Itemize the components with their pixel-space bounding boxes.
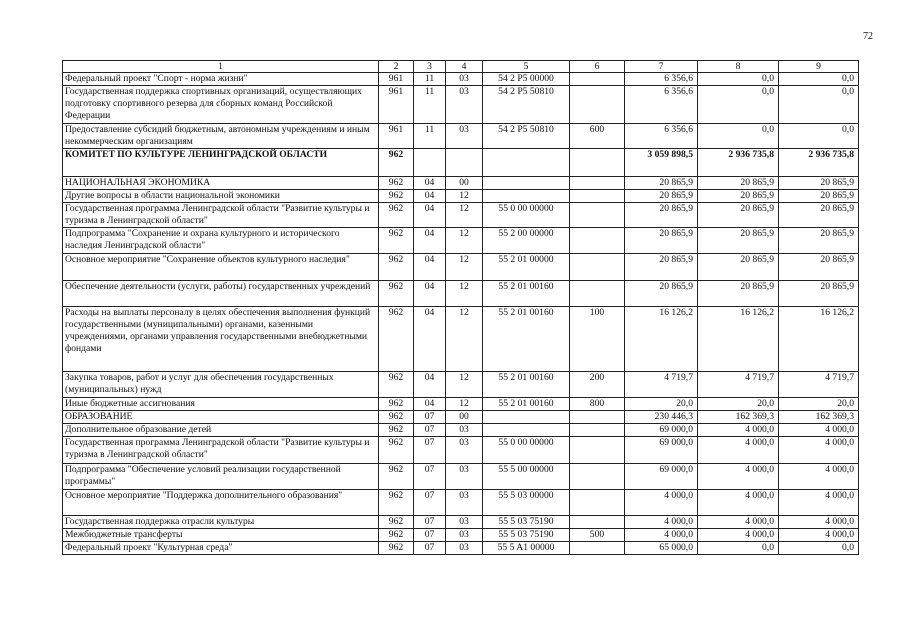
amount-year2-cell: 20 865,9 bbox=[698, 177, 779, 190]
admin-code-cell: 962 bbox=[379, 177, 414, 190]
row-name-cell: Основное мероприятие "Сохранение объектов культурного наследия" bbox=[63, 254, 379, 281]
header-cell: 5 bbox=[483, 61, 570, 73]
amount-year3-cell: 4 000,0 bbox=[779, 529, 859, 542]
section-cell: 04 bbox=[414, 203, 446, 228]
subsection-cell: 12 bbox=[446, 281, 483, 307]
admin-code-cell: 962 bbox=[379, 424, 414, 437]
table-row bbox=[63, 398, 859, 411]
amount-year1-cell: 230 446,3 bbox=[625, 411, 698, 424]
amount-year1-cell: 69 000,0 bbox=[625, 464, 698, 490]
row-name-cell: Государственная поддержка спортивных организаций, осуществляющих подготовку спортивного резерва для сборных команд Российской Федерации bbox=[63, 86, 379, 124]
row-name-cell: НАЦИОНАЛЬНАЯ ЭКОНОМИКА bbox=[63, 177, 379, 190]
amount-year1-cell: 4 000,0 bbox=[625, 490, 698, 516]
expense-type-cell bbox=[570, 228, 625, 254]
subsection-cell: 03 bbox=[446, 490, 483, 516]
expense-type-cell: 500 bbox=[570, 529, 625, 542]
section-cell: 04 bbox=[414, 228, 446, 254]
amount-year2-cell: 0,0 bbox=[698, 124, 779, 149]
amount-year3-cell: 0,0 bbox=[779, 542, 859, 555]
amount-year3-cell: 0,0 bbox=[779, 86, 859, 124]
amount-year1-cell: 20 865,9 bbox=[625, 281, 698, 307]
amount-year2-cell: 20,0 bbox=[698, 398, 779, 411]
admin-code-cell: 962 bbox=[379, 149, 414, 177]
section-cell: 07 bbox=[414, 542, 446, 555]
target-article-cell: 55 2 01 00160 bbox=[483, 372, 570, 398]
subsection-cell: 03 bbox=[446, 437, 483, 464]
amount-year3-cell: 20 865,9 bbox=[779, 281, 859, 307]
subsection-cell: 12 bbox=[446, 203, 483, 228]
subsection-cell: 12 bbox=[446, 372, 483, 398]
amount-year1-cell: 3 059 898,5 bbox=[625, 149, 698, 177]
subsection-cell: 03 bbox=[446, 516, 483, 529]
section-cell bbox=[414, 149, 446, 177]
subsection-cell: 12 bbox=[446, 307, 483, 372]
admin-code-cell: 962 bbox=[379, 190, 414, 203]
expense-type-cell bbox=[570, 149, 625, 177]
table-row bbox=[63, 149, 859, 177]
amount-year2-cell: 0,0 bbox=[698, 73, 779, 86]
expense-type-cell bbox=[570, 190, 625, 203]
subsection-cell: 00 bbox=[446, 411, 483, 424]
admin-code-cell: 962 bbox=[379, 490, 414, 516]
expense-type-cell: 200 bbox=[570, 372, 625, 398]
admin-code-cell: 962 bbox=[379, 464, 414, 490]
row-name-cell: Государственная поддержка отрасли культуры bbox=[63, 516, 379, 529]
table-row bbox=[63, 424, 859, 437]
expense-type-cell bbox=[570, 73, 625, 86]
header-cell: 7 bbox=[625, 61, 698, 73]
target-article-cell: 55 5 03 75190 bbox=[483, 529, 570, 542]
admin-code-cell: 961 bbox=[379, 73, 414, 86]
amount-year1-cell: 20,0 bbox=[625, 398, 698, 411]
row-name-cell: Межбюджетные трансферты bbox=[63, 529, 379, 542]
expense-type-cell: 100 bbox=[570, 307, 625, 372]
table-row bbox=[63, 281, 859, 307]
row-name-cell: КОМИТЕТ ПО КУЛЬТУРЕ ЛЕНИНГРАДСКОЙ ОБЛАСТИ bbox=[63, 149, 379, 177]
section-cell: 04 bbox=[414, 281, 446, 307]
section-cell: 04 bbox=[414, 177, 446, 190]
amount-year2-cell: 2 936 735,8 bbox=[698, 149, 779, 177]
subsection-cell bbox=[446, 149, 483, 177]
amount-year1-cell: 6 356,6 bbox=[625, 86, 698, 124]
amount-year2-cell: 16 126,2 bbox=[698, 307, 779, 372]
expense-type-cell bbox=[570, 411, 625, 424]
expense-type-cell bbox=[570, 516, 625, 529]
row-name-cell: Подпрограмма "Сохранение и охрана культурного и исторического наследия Ленинградской области" bbox=[63, 228, 379, 254]
admin-code-cell: 962 bbox=[379, 516, 414, 529]
amount-year2-cell: 4 000,0 bbox=[698, 529, 779, 542]
subsection-cell: 03 bbox=[446, 124, 483, 149]
amount-year1-cell: 4 000,0 bbox=[625, 516, 698, 529]
table-row bbox=[63, 464, 859, 490]
amount-year2-cell: 0,0 bbox=[698, 542, 779, 555]
admin-code-cell: 962 bbox=[379, 542, 414, 555]
section-cell: 07 bbox=[414, 411, 446, 424]
admin-code-cell: 962 bbox=[379, 281, 414, 307]
admin-code-cell: 962 bbox=[379, 529, 414, 542]
section-cell: 07 bbox=[414, 516, 446, 529]
table-row bbox=[63, 411, 859, 424]
table-row bbox=[63, 124, 859, 149]
amount-year3-cell: 4 000,0 bbox=[779, 424, 859, 437]
amount-year1-cell: 6 356,6 bbox=[625, 73, 698, 86]
admin-code-cell: 962 bbox=[379, 411, 414, 424]
section-cell: 07 bbox=[414, 424, 446, 437]
target-article-cell: 55 5 03 75190 bbox=[483, 516, 570, 529]
amount-year1-cell: 20 865,9 bbox=[625, 254, 698, 281]
target-article-cell: 55 0 00 00000 bbox=[483, 437, 570, 464]
target-article-cell: 55 2 01 00160 bbox=[483, 281, 570, 307]
target-article-cell: 55 2 01 00160 bbox=[483, 398, 570, 411]
section-cell: 04 bbox=[414, 398, 446, 411]
amount-year1-cell: 20 865,9 bbox=[625, 177, 698, 190]
expense-type-cell bbox=[570, 424, 625, 437]
target-article-cell: 55 5 A1 00000 bbox=[483, 542, 570, 555]
row-name-cell: Федеральный проект "Спорт - норма жизни" bbox=[63, 73, 379, 86]
row-name-cell: Федеральный проект "Культурная среда" bbox=[63, 542, 379, 555]
subsection-cell: 03 bbox=[446, 424, 483, 437]
table-row bbox=[63, 228, 859, 254]
row-name-cell: Подпрограмма "Обеспечение условий реализации государственной программы" bbox=[63, 464, 379, 490]
table-row bbox=[63, 254, 859, 281]
target-article-cell: 54 2 P5 50810 bbox=[483, 124, 570, 149]
section-cell: 04 bbox=[414, 307, 446, 372]
table-row bbox=[63, 190, 859, 203]
amount-year3-cell: 0,0 bbox=[779, 73, 859, 86]
section-cell: 04 bbox=[414, 372, 446, 398]
amount-year1-cell: 20 865,9 bbox=[625, 190, 698, 203]
target-article-cell bbox=[483, 424, 570, 437]
row-name-cell: Предоставление субсидий бюджетным, автономным учреждениям и иным некоммерческим организациям bbox=[63, 124, 379, 149]
subsection-cell: 03 bbox=[446, 464, 483, 490]
row-name-cell: Расходы на выплаты персоналу в целях обеспечения выполнения функций государственными (муниципальными) органами, казенными учреждениями, органами управления государственными внебюджетными фондами bbox=[63, 307, 379, 372]
admin-code-cell: 962 bbox=[379, 307, 414, 372]
subsection-cell: 00 bbox=[446, 177, 483, 190]
target-article-cell: 55 0 00 00000 bbox=[483, 203, 570, 228]
expense-type-cell bbox=[570, 281, 625, 307]
admin-code-cell: 962 bbox=[379, 437, 414, 464]
amount-year3-cell: 16 126,2 bbox=[779, 307, 859, 372]
table-row bbox=[63, 177, 859, 190]
target-article-cell: 54 2 P5 00000 bbox=[483, 73, 570, 86]
amount-year3-cell: 4 000,0 bbox=[779, 516, 859, 529]
expense-type-cell bbox=[570, 542, 625, 555]
amount-year3-cell: 2 936 735,8 bbox=[779, 149, 859, 177]
target-article-cell bbox=[483, 411, 570, 424]
row-name-cell: Обеспечение деятельности (услуги, работы) государственных учреждений bbox=[63, 281, 379, 307]
amount-year2-cell: 4 000,0 bbox=[698, 424, 779, 437]
amount-year3-cell: 4 000,0 bbox=[779, 437, 859, 464]
admin-code-cell: 962 bbox=[379, 398, 414, 411]
section-cell: 07 bbox=[414, 490, 446, 516]
section-cell: 07 bbox=[414, 437, 446, 464]
amount-year3-cell: 20,0 bbox=[779, 398, 859, 411]
amount-year2-cell: 20 865,9 bbox=[698, 281, 779, 307]
amount-year3-cell: 4 000,0 bbox=[779, 464, 859, 490]
amount-year1-cell: 69 000,0 bbox=[625, 437, 698, 464]
expense-type-cell: 600 bbox=[570, 124, 625, 149]
section-cell: 04 bbox=[414, 190, 446, 203]
amount-year1-cell: 69 000,0 bbox=[625, 424, 698, 437]
target-article-cell: 55 5 00 00000 bbox=[483, 464, 570, 490]
amount-year3-cell: 4 000,0 bbox=[779, 490, 859, 516]
admin-code-cell: 962 bbox=[379, 228, 414, 254]
amount-year2-cell: 20 865,9 bbox=[698, 203, 779, 228]
row-name-cell: Государственная программа Ленинградской области "Развитие культуры и туризма в Ленинградской области" bbox=[63, 203, 379, 228]
section-cell: 07 bbox=[414, 529, 446, 542]
expense-type-cell bbox=[570, 490, 625, 516]
target-article-cell: 55 5 03 00000 bbox=[483, 490, 570, 516]
table-row bbox=[63, 203, 859, 228]
subsection-cell: 12 bbox=[446, 254, 483, 281]
page-number: 72 bbox=[863, 31, 873, 42]
subsection-cell: 03 bbox=[446, 86, 483, 124]
table-header-row bbox=[63, 61, 859, 73]
admin-code-cell: 961 bbox=[379, 124, 414, 149]
subsection-cell: 12 bbox=[446, 190, 483, 203]
expense-type-cell bbox=[570, 177, 625, 190]
row-name-cell: Закупка товаров, работ и услуг для обеспечения государственных (муниципальных) нужд bbox=[63, 372, 379, 398]
header-cell: 4 bbox=[446, 61, 483, 73]
table-row bbox=[63, 542, 859, 555]
row-name-cell: Государственная программа Ленинградской области "Развитие культуры и туризма в Ленинградской области" bbox=[63, 437, 379, 464]
amount-year2-cell: 20 865,9 bbox=[698, 190, 779, 203]
subsection-cell: 12 bbox=[446, 398, 483, 411]
amount-year2-cell: 4 000,0 bbox=[698, 464, 779, 490]
amount-year3-cell: 4 719,7 bbox=[779, 372, 859, 398]
expense-type-cell bbox=[570, 86, 625, 124]
amount-year2-cell: 4 000,0 bbox=[698, 516, 779, 529]
row-name-cell: Иные бюджетные ассигнования bbox=[63, 398, 379, 411]
section-cell: 11 bbox=[414, 124, 446, 149]
target-article-cell: 55 2 00 00000 bbox=[483, 228, 570, 254]
expense-type-cell bbox=[570, 464, 625, 490]
amount-year1-cell: 4 719,7 bbox=[625, 372, 698, 398]
table-row bbox=[63, 73, 859, 86]
target-article-cell: 55 2 01 00000 bbox=[483, 254, 570, 281]
admin-code-cell: 962 bbox=[379, 254, 414, 281]
table-row bbox=[63, 437, 859, 464]
target-article-cell bbox=[483, 190, 570, 203]
amount-year3-cell: 20 865,9 bbox=[779, 203, 859, 228]
section-cell: 04 bbox=[414, 254, 446, 281]
amount-year3-cell: 20 865,9 bbox=[779, 190, 859, 203]
budget-table bbox=[62, 60, 859, 555]
amount-year3-cell: 20 865,9 bbox=[779, 177, 859, 190]
amount-year1-cell: 65 000,0 bbox=[625, 542, 698, 555]
admin-code-cell: 962 bbox=[379, 203, 414, 228]
expense-type-cell: 800 bbox=[570, 398, 625, 411]
table-row bbox=[63, 516, 859, 529]
amount-year1-cell: 4 000,0 bbox=[625, 529, 698, 542]
section-cell: 07 bbox=[414, 464, 446, 490]
subsection-cell: 03 bbox=[446, 542, 483, 555]
subsection-cell: 03 bbox=[446, 529, 483, 542]
subsection-cell: 03 bbox=[446, 73, 483, 86]
table-row bbox=[63, 372, 859, 398]
expense-type-cell bbox=[570, 203, 625, 228]
table-row bbox=[63, 307, 859, 372]
subsection-cell: 12 bbox=[446, 228, 483, 254]
row-name-cell: Другие вопросы в области национальной экономики bbox=[63, 190, 379, 203]
target-article-cell bbox=[483, 177, 570, 190]
table-row bbox=[63, 529, 859, 542]
header-cell: 1 bbox=[63, 61, 379, 73]
amount-year1-cell: 20 865,9 bbox=[625, 203, 698, 228]
section-cell: 11 bbox=[414, 73, 446, 86]
row-name-cell: Основное мероприятие "Поддержка дополнительного образования" bbox=[63, 490, 379, 516]
target-article-cell: 55 2 01 00160 bbox=[483, 307, 570, 372]
row-name-cell: ОБРАЗОВАНИЕ bbox=[63, 411, 379, 424]
amount-year2-cell: 4 000,0 bbox=[698, 490, 779, 516]
header-cell: 2 bbox=[379, 61, 414, 73]
row-name-cell: Дополнительное образование детей bbox=[63, 424, 379, 437]
header-cell: 6 bbox=[570, 61, 625, 73]
target-article-cell: 54 2 P5 50810 bbox=[483, 86, 570, 124]
amount-year1-cell: 16 126,2 bbox=[625, 307, 698, 372]
section-cell: 11 bbox=[414, 86, 446, 124]
amount-year3-cell: 20 865,9 bbox=[779, 254, 859, 281]
amount-year2-cell: 0,0 bbox=[698, 86, 779, 124]
admin-code-cell: 962 bbox=[379, 372, 414, 398]
header-cell: 8 bbox=[698, 61, 779, 73]
expense-type-cell bbox=[570, 254, 625, 281]
amount-year2-cell: 162 369,3 bbox=[698, 411, 779, 424]
amount-year1-cell: 6 356,6 bbox=[625, 124, 698, 149]
amount-year2-cell: 20 865,9 bbox=[698, 228, 779, 254]
header-cell: 9 bbox=[779, 61, 859, 73]
target-article-cell bbox=[483, 149, 570, 177]
amount-year3-cell: 20 865,9 bbox=[779, 228, 859, 254]
amount-year2-cell: 4 000,0 bbox=[698, 437, 779, 464]
table-row bbox=[63, 86, 859, 124]
amount-year2-cell: 20 865,9 bbox=[698, 254, 779, 281]
header-cell: 3 bbox=[414, 61, 446, 73]
amount-year2-cell: 4 719,7 bbox=[698, 372, 779, 398]
amount-year3-cell: 0,0 bbox=[779, 124, 859, 149]
table-row bbox=[63, 490, 859, 516]
expense-type-cell bbox=[570, 437, 625, 464]
amount-year3-cell: 162 369,3 bbox=[779, 411, 859, 424]
admin-code-cell: 961 bbox=[379, 86, 414, 124]
amount-year1-cell: 20 865,9 bbox=[625, 228, 698, 254]
